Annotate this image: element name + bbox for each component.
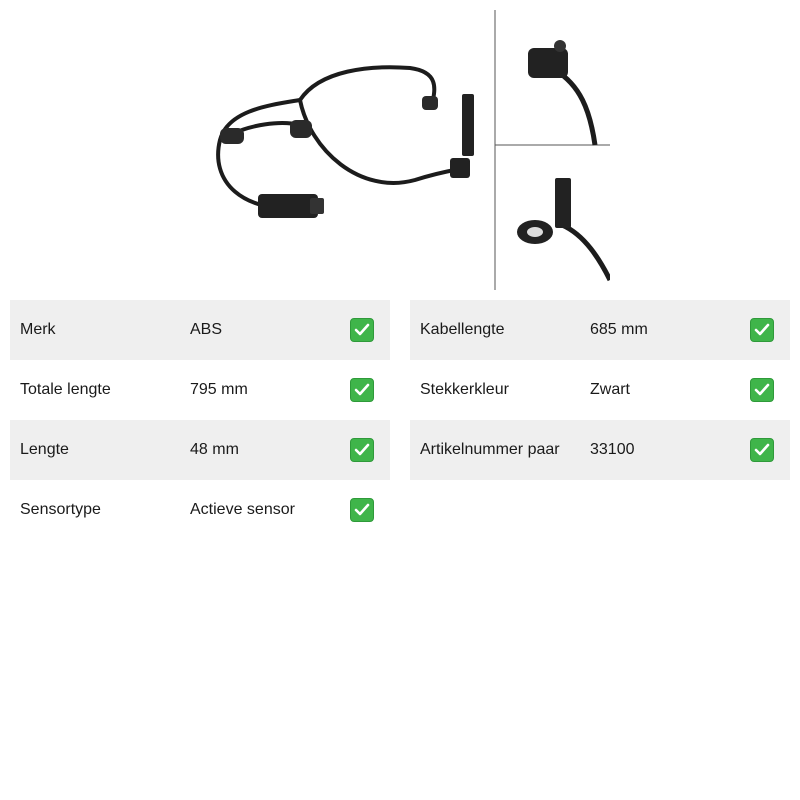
- spec-row: [10, 480, 390, 540]
- spec-label: Artikelnummer paar: [420, 441, 560, 458]
- spec-label: Lengte: [20, 441, 69, 458]
- spec-value: 795 mm: [190, 381, 248, 398]
- check-mark-icon: [350, 318, 374, 342]
- detail-sensor-bottom: [555, 178, 571, 228]
- spec-label: Totale lengte: [20, 381, 111, 398]
- check-mark-icon: [350, 378, 374, 402]
- spec-row: [410, 360, 790, 420]
- sensor-cable: [218, 67, 434, 209]
- detail-connector-top: [528, 48, 568, 78]
- spec-table-right: [410, 300, 790, 480]
- product-image: [210, 10, 610, 290]
- spec-row: [10, 360, 390, 420]
- check-mark-icon: [750, 318, 774, 342]
- spec-value: 685 mm: [590, 321, 648, 338]
- spec-label: Merk: [20, 321, 56, 338]
- sensor-cable-lower: [300, 100, 465, 183]
- sensor-head: [462, 94, 474, 156]
- spec-row: [10, 300, 390, 360]
- spec-label: Sensortype: [20, 501, 101, 518]
- spec-value: ABS: [190, 321, 223, 338]
- abs-sensor-illustration: [210, 10, 610, 290]
- check-mark-icon: [750, 438, 774, 462]
- check-mark-icon: [350, 438, 374, 462]
- plug-connector: [258, 194, 318, 218]
- check-mark-icon: [750, 378, 774, 402]
- spec-table-left: [10, 300, 390, 540]
- spec-value: 33100: [590, 441, 635, 458]
- cable-grommet: [422, 96, 438, 110]
- spec-row: [10, 420, 390, 480]
- spec-label: Stekkerkleur: [420, 381, 509, 398]
- check-mark-icon: [350, 498, 374, 522]
- cable-grommet: [290, 120, 312, 138]
- spec-row: [410, 300, 790, 360]
- spec-value: Zwart: [590, 381, 630, 398]
- spec-value: Actieve sensor: [190, 501, 295, 518]
- spec-row: [410, 420, 790, 480]
- spec-label: Kabellengte: [420, 321, 505, 338]
- spec-value: 48 mm: [190, 441, 239, 458]
- cable-grommet: [220, 128, 244, 144]
